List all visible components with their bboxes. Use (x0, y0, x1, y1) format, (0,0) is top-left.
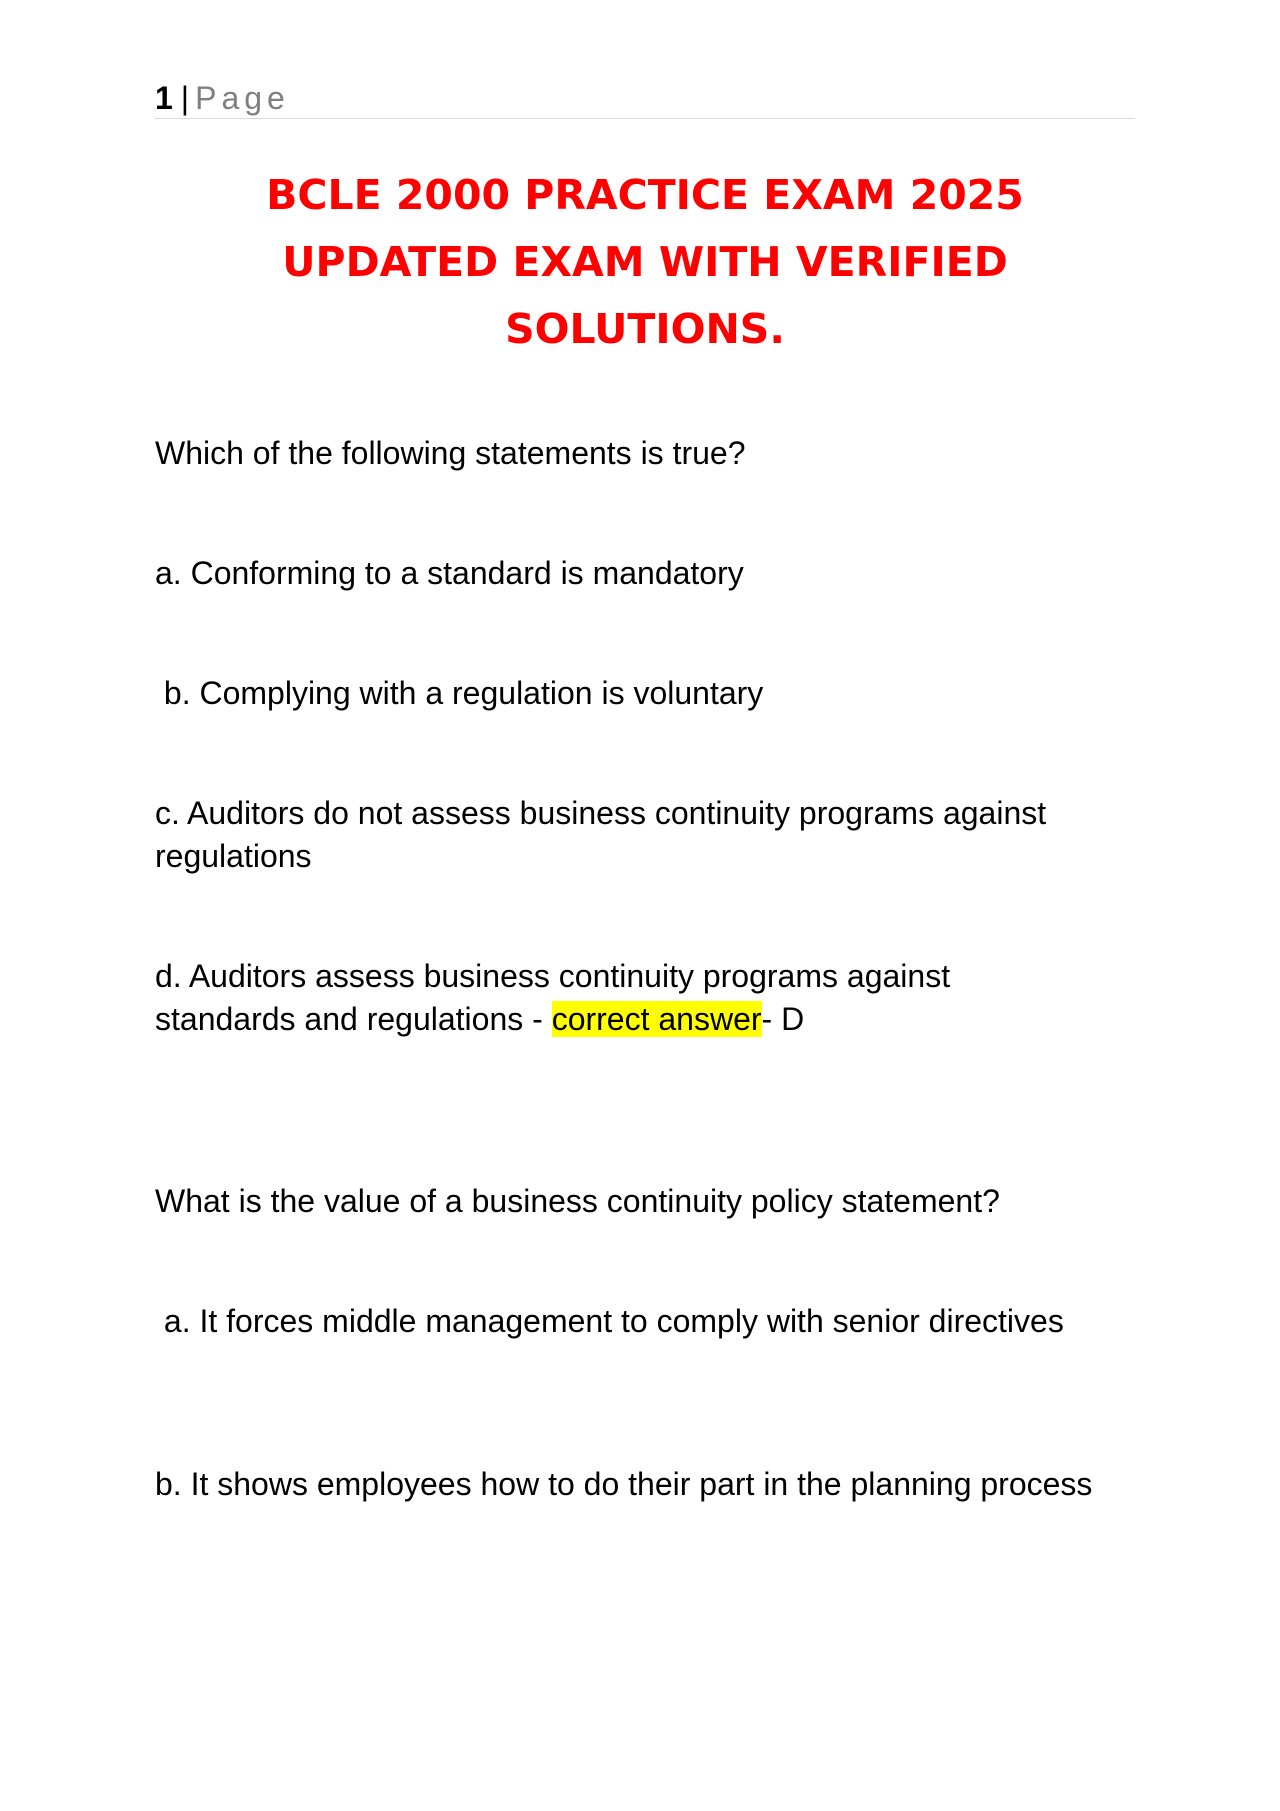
page-number: 1 (155, 80, 173, 116)
title-line-3: SOLUTIONS. (505, 305, 785, 353)
question-1-option-b: b. Complying with a regulation is voluntary (155, 675, 764, 711)
page-header (155, 78, 1135, 119)
page-separator: | (180, 80, 190, 116)
question-1-option-c: c. Auditors do not assess business continuity programs against regulations (155, 795, 1047, 874)
option-d-suffix: - D (761, 1001, 805, 1037)
page-label: Page (195, 80, 290, 116)
question-2-option-a: a. It forces middle management to comply with senior directives (155, 1303, 1064, 1339)
title-line-1: BCLE 2000 PRACTICE EXAM 2025 (266, 171, 1024, 219)
question-2-option-b: b. It shows employees how to do their part in the planning process (155, 1466, 1093, 1502)
title-line-2: UPDATED EXAM WITH VERIFIED (282, 238, 1008, 286)
document-title (155, 162, 1135, 363)
question-1-option-a: a. Conforming to a standard is mandatory (155, 555, 744, 591)
option-d-line-1: d. Auditors assess business continuity programs against (155, 958, 951, 994)
question-1-option-d (155, 955, 1135, 1041)
option-d-line-2 (155, 998, 1135, 1041)
question-1-text: Which of the following statements is true? (155, 435, 746, 471)
correct-answer-highlight: correct answer (551, 1001, 762, 1037)
option-d-prefix: standards and regulations - (155, 1001, 552, 1037)
question-2-text: What is the value of a business continuity policy statement? (155, 1183, 1000, 1219)
